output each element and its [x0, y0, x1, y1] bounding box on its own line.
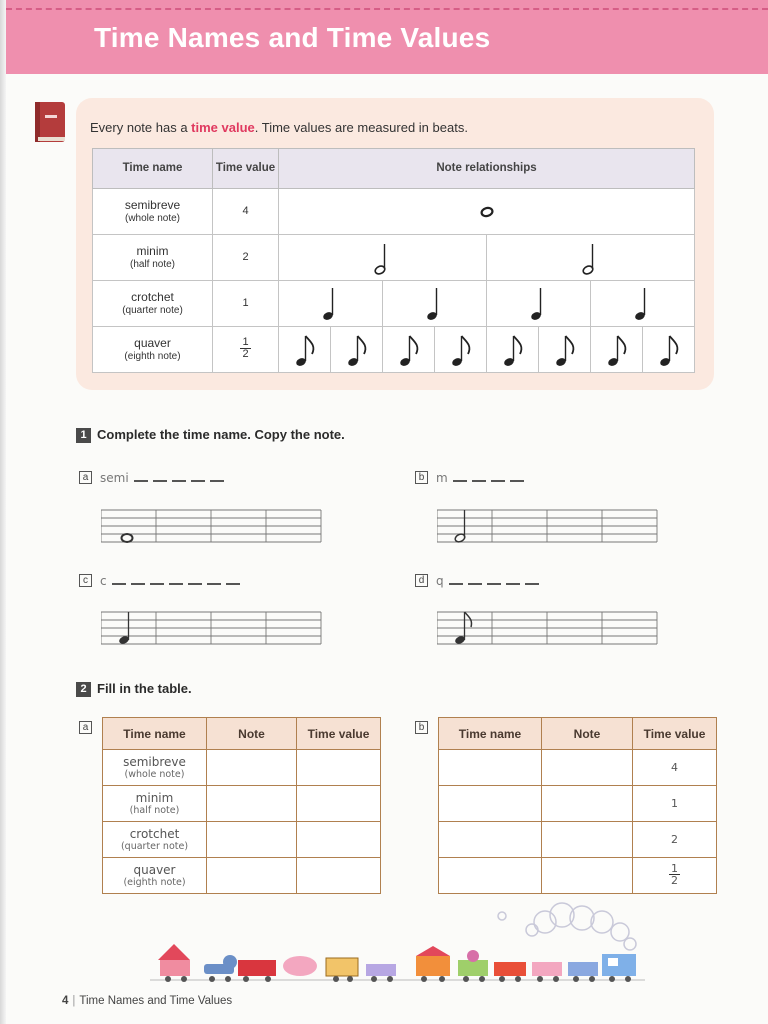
- staff-writing-area[interactable]: [437, 508, 659, 544]
- fill-b-note-blank[interactable]: [542, 858, 633, 894]
- quaver-note-icon: [337, 329, 377, 371]
- fill-table-a: [102, 717, 381, 894]
- staff-writing-area[interactable]: [101, 610, 323, 646]
- train-illustration: [150, 900, 650, 986]
- fill-b-name-blank[interactable]: [439, 786, 542, 822]
- section-2-number: 2: [76, 682, 91, 697]
- time-name-cell: crotchet (quarter note): [93, 281, 213, 327]
- item-letter: c: [79, 574, 92, 587]
- fill-table-b: [438, 717, 717, 894]
- note-relationship-cell: [435, 327, 487, 373]
- fill-b-time-value: [633, 858, 717, 894]
- note-relationship-cell: [279, 281, 383, 327]
- info-box: [76, 98, 714, 390]
- crotchet-note-icon: [415, 283, 455, 325]
- letter-blank[interactable]: [449, 577, 463, 585]
- banner-dashed-line: [6, 8, 768, 10]
- letter-blank[interactable]: [134, 474, 148, 482]
- book-icon: [34, 101, 66, 143]
- time-name-cell: quaver (eighth note): [93, 327, 213, 373]
- note-relationship-cell: [539, 327, 591, 373]
- note-relationship-cell: [331, 327, 383, 373]
- sample-semibreve: [122, 534, 133, 542]
- page-title: Time Names and Time Values: [94, 22, 491, 53]
- fill-b-time-value: 4: [633, 750, 717, 786]
- quaver-note-icon: [597, 329, 637, 371]
- fraction-value: $\frac{1}{2}$: [242, 336, 249, 361]
- fill-b-row: [439, 822, 717, 858]
- letter-blank[interactable]: [506, 577, 520, 585]
- crotchet-note-icon: [623, 283, 663, 325]
- time-value-cell: [213, 327, 279, 373]
- time-value-cell: 4: [213, 189, 279, 235]
- reference-row-crotchet: [93, 281, 695, 327]
- letter-blank[interactable]: [525, 577, 539, 585]
- note-relationship-cell: [383, 327, 435, 373]
- minim-note-icon: [571, 237, 611, 279]
- footer-title: Time Names and Time Values: [79, 995, 233, 1007]
- quaver-note-icon: [389, 329, 429, 371]
- section-2-title: Fill in the table.: [97, 681, 192, 696]
- semibreve-note-icon: [467, 191, 507, 233]
- page-binding-edge: [0, 0, 6, 1024]
- header-time-value: Time value: [213, 149, 279, 189]
- section-1-title: Complete the time name. Copy the note.: [97, 427, 345, 442]
- quaver-note-icon: [649, 329, 689, 371]
- word-prompt: q: [436, 573, 444, 588]
- section-1-heading: [76, 427, 345, 443]
- exercise-item-c: [79, 572, 240, 590]
- fill-b-note-blank[interactable]: [542, 750, 633, 786]
- header-time-name: Time name: [93, 149, 213, 189]
- page-footer: 4 | Time Names and Time Values: [62, 995, 233, 1007]
- fill-b-name-blank[interactable]: [439, 858, 542, 894]
- fill-b-row: [439, 858, 717, 894]
- fill-a-row: [103, 786, 381, 822]
- time-value-cell: 2: [213, 235, 279, 281]
- fill-b-name-blank[interactable]: [439, 822, 542, 858]
- fill-b-row: [439, 786, 717, 822]
- letter-blank[interactable]: [210, 474, 224, 482]
- item-letter: b: [415, 471, 428, 484]
- fill-b-header-time-name: Time name: [439, 718, 542, 750]
- time-name-cell: minim (half note): [93, 235, 213, 281]
- reference-row-quaver: [93, 327, 695, 373]
- fill-a-note-blank[interactable]: [207, 822, 297, 858]
- fill-a-header-time-value: Time value: [297, 718, 381, 750]
- fill-b-name-blank[interactable]: [439, 750, 542, 786]
- word-prompt: semi: [100, 470, 129, 485]
- fill-a-note-blank[interactable]: [207, 786, 297, 822]
- fill-a-header-time-name: Time name: [103, 718, 207, 750]
- letter-blank[interactable]: [468, 577, 482, 585]
- intro-text: Every note has a time value. Time values are measured in beats.: [90, 120, 468, 135]
- note-relationship-cell: [591, 281, 695, 327]
- staff-writing-area[interactable]: [437, 610, 659, 646]
- note-relationship-cell: [591, 327, 643, 373]
- item-letter: d: [415, 574, 428, 587]
- letter-blank[interactable]: [226, 577, 240, 585]
- letter-blank[interactable]: [188, 577, 202, 585]
- letter-blank[interactable]: [112, 577, 126, 585]
- staff-writing-area[interactable]: [101, 508, 323, 544]
- word-prompt: m: [436, 470, 448, 485]
- letter-blank[interactable]: [169, 577, 183, 585]
- item-letter: a: [79, 471, 92, 484]
- minim-note-icon: [363, 237, 403, 279]
- fill-a-row: [103, 822, 381, 858]
- note-relationship-cell: [487, 281, 591, 327]
- fill-a-row: [103, 858, 381, 894]
- fill-b-row: [439, 750, 717, 786]
- fill-a-value-blank[interactable]: [297, 786, 381, 822]
- header-note-relationships: Note relationships: [279, 149, 695, 189]
- note-relationship-cell: [279, 235, 487, 281]
- note-relationship-cell: [643, 327, 695, 373]
- exercise-item-d: [415, 572, 539, 590]
- exercise-item-b: [415, 469, 524, 487]
- note-relationship-cell: [487, 327, 539, 373]
- note-relationship-cell: [279, 327, 331, 373]
- note-relationship-cell: [279, 189, 695, 235]
- fill-a-header-note: Note: [207, 718, 297, 750]
- quaver-note-icon: [545, 329, 585, 371]
- fill-b-header-note: Note: [542, 718, 633, 750]
- letter-blank[interactable]: [453, 474, 467, 482]
- note-relationship-cell: [487, 235, 695, 281]
- fill-b-time-value: 1: [633, 786, 717, 822]
- header-banner: [6, 0, 768, 74]
- note-reference-table: [92, 148, 695, 373]
- fill-b-note-blank[interactable]: [542, 786, 633, 822]
- note-relationship-cell: [383, 281, 487, 327]
- letter-blank[interactable]: [487, 577, 501, 585]
- reference-row-minim: [93, 235, 695, 281]
- fraction-value: $\frac{1}{2}$: [671, 862, 678, 888]
- fill-a-value-blank[interactable]: [297, 750, 381, 786]
- quaver-note-icon: [441, 329, 481, 371]
- letter-blank[interactable]: [491, 474, 505, 482]
- intro-highlight: time value: [191, 120, 255, 135]
- table-b-label: b: [415, 719, 436, 737]
- fill-b-note-blank[interactable]: [542, 822, 633, 858]
- letter-blank[interactable]: [131, 577, 145, 585]
- time-value-cell: 1: [213, 281, 279, 327]
- fill-b-time-value: 2: [633, 822, 717, 858]
- letter-blank[interactable]: [510, 474, 524, 482]
- crotchet-note-icon: [311, 283, 351, 325]
- fill-a-row: [103, 750, 381, 786]
- reference-row-semibreve: [93, 189, 695, 235]
- letter-blank[interactable]: [150, 577, 164, 585]
- fill-a-time-name: crotchet (quarter note): [103, 822, 207, 858]
- section-1-number: 1: [76, 428, 91, 443]
- fill-a-time-name: minim (half note): [103, 786, 207, 822]
- page-number: 4: [62, 995, 69, 1007]
- word-prompt: c: [100, 573, 107, 588]
- fill-a-time-name: semibreve (whole note): [103, 750, 207, 786]
- quaver-note-icon: [285, 329, 325, 371]
- fill-a-value-blank[interactable]: [297, 858, 381, 894]
- crotchet-note-icon: [519, 283, 559, 325]
- letter-blank[interactable]: [172, 474, 186, 482]
- time-name-cell: semibreve (whole note): [93, 189, 213, 235]
- section-2-heading: [76, 681, 192, 697]
- fill-a-time-name: quaver (eighth note): [103, 858, 207, 894]
- table-a-label: a: [79, 719, 100, 737]
- letter-blank[interactable]: [472, 474, 486, 482]
- letter-blank[interactable]: [191, 474, 205, 482]
- exercise-item-a: [79, 469, 224, 487]
- letter-blank[interactable]: [207, 577, 221, 585]
- fill-a-note-blank[interactable]: [207, 750, 297, 786]
- fill-b-header-time-value: Time value: [633, 718, 717, 750]
- fill-a-value-blank[interactable]: [297, 822, 381, 858]
- letter-blank[interactable]: [153, 474, 167, 482]
- fill-a-note-blank[interactable]: [207, 858, 297, 894]
- quaver-note-icon: [493, 329, 533, 371]
